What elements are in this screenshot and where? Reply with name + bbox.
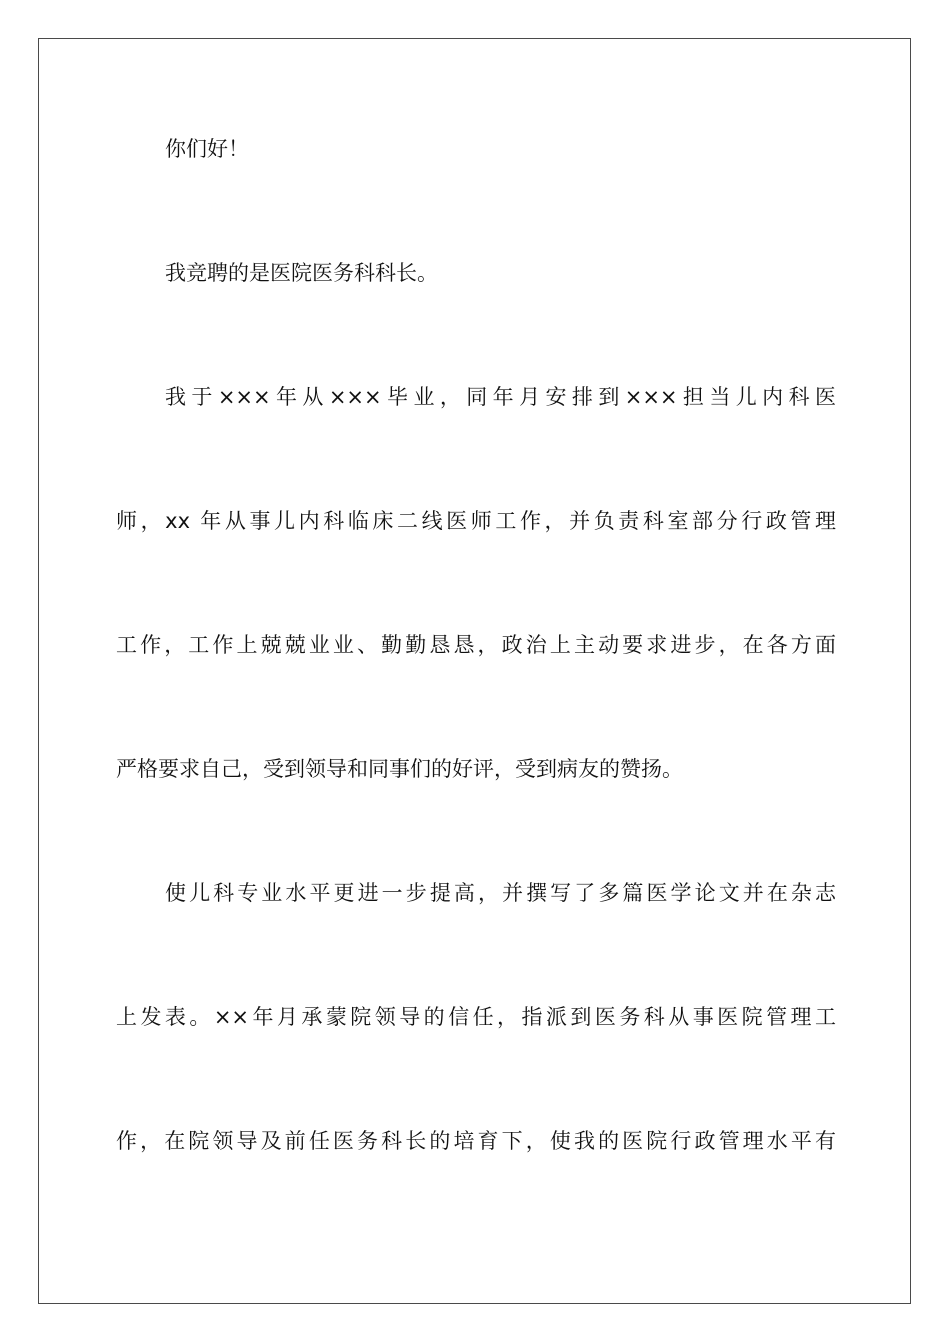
paragraph-line: 我竞聘的是医院医务科科长。 [165,261,438,285]
paragraph-line: 师，xx 年从事儿内科临床二线医师工作，并负责科室部分行政管理 [116,509,836,533]
paragraph-line: 我于×××年从×××毕业，同年月安排到×××担当儿内科医 [165,385,836,409]
page-border [38,38,911,1304]
greeting-line: 你们好！ [165,137,249,161]
paragraph-line: 严格要求自己，受到领导和同事们的好评，受到病友的赞扬。 [116,757,683,781]
paragraph-line: 作，在院领导及前任医务科长的培育下，使我的医院行政管理水平有 [116,1129,836,1153]
paragraph-line: 使儿科专业水平更进一步提高，并撰写了多篇医学论文并在杂志 [165,881,836,905]
paragraph-line: 上发表。××年月承蒙院领导的信任，指派到医务科从事医院管理工 [116,1005,836,1029]
paragraph-line: 工作，工作上兢兢业业、勤勤恳恳，政治上主动要求进步，在各方面 [116,633,836,657]
